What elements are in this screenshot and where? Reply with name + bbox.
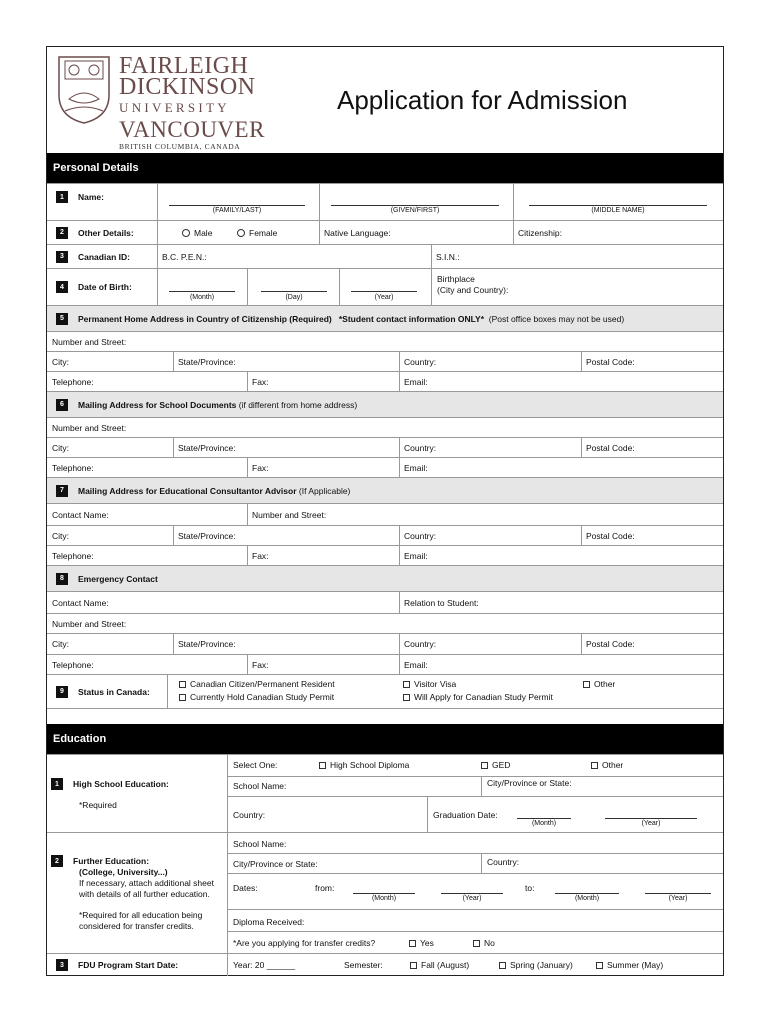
university-name-line2: DICKINSON — [119, 74, 256, 100]
further-country-field[interactable]: Country: — [487, 857, 520, 867]
campus-name: VANCOUVER — [119, 117, 265, 142]
consultant-postal-field[interactable]: Postal Code: — [586, 530, 635, 541]
status-will-apply-checkbox[interactable] — [403, 692, 553, 702]
middle-name-field[interactable] — [529, 205, 707, 206]
consultant-state-field[interactable]: State/Province: — [178, 530, 236, 541]
emergency-postal-field[interactable]: Postal Code: — [586, 639, 635, 649]
home-postal-field[interactable]: Postal Code: — [586, 356, 635, 367]
application-form — [46, 46, 724, 976]
home-fax-field[interactable]: Fax: — [252, 376, 269, 387]
emergency-email-field[interactable]: Email: — [404, 659, 428, 670]
hs-city-field[interactable]: City/Province or State: — [487, 778, 572, 788]
native-language-field[interactable]: Native Language: — [324, 227, 391, 238]
home-telephone-field[interactable]: Telephone: — [52, 376, 94, 387]
row-number: 1 — [56, 191, 68, 203]
sin-field[interactable]: S.I.N.: — [436, 251, 460, 262]
emergency-state-field[interactable]: State/Province: — [178, 639, 236, 649]
mail-postal-field[interactable]: Postal Code: — [586, 442, 635, 453]
from-month-field[interactable] — [353, 893, 415, 894]
emergency-number-street-field[interactable]: Number and Street: — [52, 618, 127, 629]
consultant-number-street-field[interactable]: Number and Street: — [252, 509, 327, 520]
from-year-field[interactable] — [441, 893, 503, 894]
home-address-note: (Post office boxes may not be used) — [488, 313, 625, 324]
mail-city-field[interactable]: City: — [52, 442, 69, 453]
family-name-caption: (FAMILY/LAST) — [212, 207, 262, 214]
month-caption: (Month) — [371, 895, 397, 902]
ged-label: GED — [492, 760, 511, 770]
home-state-field[interactable]: State/Province: — [178, 356, 236, 367]
row-number: 2 — [51, 855, 63, 867]
middle-name-caption: (MIDDLE NAME) — [591, 207, 645, 214]
transfer-yes-checkbox[interactable] — [409, 938, 434, 948]
mailing-address-title: Mailing Address for School Documents — [78, 399, 237, 410]
status-other-label: Other — [594, 679, 616, 689]
spring-label: Spring (January) — [510, 960, 573, 970]
spring-checkbox[interactable] — [494, 954, 573, 976]
further-note-2: with details of all further education. — [79, 889, 210, 899]
fall-label: Fall (August) — [421, 960, 470, 970]
mail-number-street-field[interactable]: Number and Street: — [52, 422, 127, 433]
further-note-1: If necessary, attach additional sheet — [79, 878, 214, 888]
dob-label: Date of Birth: — [78, 282, 132, 292]
name-row — [47, 183, 723, 220]
hs-school-name-field[interactable]: School Name: — [233, 781, 287, 791]
day-caption: (Day) — [285, 294, 303, 301]
university-name-line3: UNIVERSITY — [119, 100, 230, 115]
given-name-field[interactable] — [331, 205, 499, 206]
status-will-apply-label: Will Apply for Canadian Study Permit — [414, 692, 553, 702]
home-city-field[interactable]: City: — [52, 356, 69, 367]
start-date-label: FDU Program Start Date: — [78, 960, 179, 970]
consultant-title: Mailing Address for Educational Consultantor Advisor — [78, 485, 297, 496]
transfer-required-1: *Required for all education being — [79, 910, 203, 920]
home-country-field[interactable]: Country: — [404, 356, 437, 367]
emergency-fax-field[interactable]: Fax: — [252, 659, 269, 670]
year-caption: (Year) — [374, 294, 394, 301]
mail-email-field[interactable]: Email: — [404, 462, 428, 473]
mail-telephone-field[interactable]: Telephone: — [52, 462, 94, 473]
status-visitor-label: Visitor Visa — [414, 679, 457, 689]
status-label: Status in Canada: — [78, 686, 150, 697]
hs-diploma-checkbox[interactable] — [319, 760, 409, 770]
crest-icon — [55, 55, 113, 125]
from-label: from: — [315, 883, 335, 893]
home-number-street-field[interactable]: Number and Street: — [52, 336, 127, 347]
row-number: 4 — [56, 281, 68, 293]
emergency-relation-field[interactable]: Relation to Student: — [404, 597, 479, 608]
transfer-no-label: No — [484, 938, 495, 948]
transfer-yes-label: Yes — [420, 938, 434, 948]
month-caption: (Month) — [189, 294, 215, 301]
emergency-contact-name-field[interactable]: Contact Name: — [52, 597, 109, 608]
home-phone-row — [47, 371, 723, 391]
row-number: 5 — [56, 313, 68, 325]
consultant-contact-row — [47, 503, 723, 525]
date-of-birth-row — [47, 268, 723, 305]
consultant-city-field[interactable]: City: — [52, 530, 69, 541]
male-radio[interactable] — [177, 221, 212, 244]
to-month-field[interactable] — [555, 893, 619, 894]
emergency-country-field[interactable]: Country: — [404, 639, 437, 649]
consultant-fax-field[interactable]: Fax: — [252, 550, 269, 561]
year-caption: (Year) — [668, 895, 688, 902]
row-number: 2 — [56, 227, 68, 239]
status-current-label: Currently Hold Canadian Study Permit — [190, 692, 335, 702]
home-number-street-row — [47, 331, 723, 351]
to-label: to: — [525, 883, 535, 893]
hs-country-field[interactable]: Country: — [233, 810, 266, 820]
page-title: Application for Admission — [337, 85, 628, 115]
status-other-checkbox[interactable] — [583, 679, 615, 689]
university-logo — [55, 53, 265, 151]
hs-required: *Required — [79, 800, 117, 810]
row-number: 9 — [56, 686, 68, 698]
canadian-id-label: Canadian ID: — [78, 251, 130, 262]
female-radio[interactable] — [232, 221, 277, 244]
further-sub-label: (College, University...) — [79, 867, 168, 877]
transfer-no-checkbox[interactable] — [473, 938, 495, 948]
transfer-required-2: considered for transfer credits. — [79, 921, 194, 931]
mail-number-street-row — [47, 417, 723, 437]
personal-details-heading: Personal Details — [47, 153, 723, 183]
further-education-block — [47, 832, 723, 953]
consultant-telephone-field[interactable]: Telephone: — [52, 550, 94, 561]
spacer-row — [47, 708, 723, 724]
year-caption: (Year) — [641, 820, 661, 827]
pen-field[interactable]: B.C. P.E.N.: — [162, 251, 207, 262]
birthplace-caption[interactable]: (City and Country): — [437, 285, 509, 295]
summer-label: Summer (May) — [607, 960, 664, 970]
year-caption: (Year) — [462, 895, 482, 902]
hs-other-checkbox[interactable] — [591, 760, 623, 770]
row-number: 3 — [56, 251, 68, 263]
consultant-country-field[interactable]: Country: — [404, 530, 437, 541]
to-year-field[interactable] — [645, 893, 711, 894]
mail-state-field[interactable]: State/Province: — [178, 442, 236, 453]
month-caption: (Month) — [531, 820, 557, 827]
high-school-block — [47, 754, 723, 832]
family-name-field[interactable] — [169, 205, 305, 206]
row-number: 7 — [56, 485, 68, 497]
emergency-phone-row — [47, 654, 723, 674]
home-city-row — [47, 351, 723, 371]
mail-phone-row — [47, 457, 723, 477]
canadian-id-row — [47, 244, 723, 268]
ged-checkbox[interactable] — [481, 760, 510, 770]
status-current-permit-checkbox[interactable] — [179, 692, 334, 702]
emergency-city-field[interactable]: City: — [52, 639, 69, 649]
dob-year-field[interactable] — [351, 291, 417, 292]
citizenship-field[interactable]: Citizenship: — [518, 227, 562, 238]
consultant-email-field[interactable]: Email: — [404, 550, 428, 561]
consultant-address-header — [47, 477, 723, 503]
hs-graduation-date-label: Graduation Date: — [433, 810, 498, 820]
emergency-telephone-field[interactable]: Telephone: — [52, 659, 94, 670]
row-number: 1 — [51, 778, 63, 790]
status-citizen-label: Canadian Citizen/Permanent Resident — [190, 679, 335, 689]
dob-month-field[interactable] — [169, 291, 235, 292]
male-label: Male — [194, 227, 213, 238]
fall-checkbox[interactable] — [405, 954, 469, 976]
mail-fax-field[interactable]: Fax: — [252, 462, 269, 473]
diploma-received-field[interactable]: Diploma Received: — [233, 917, 305, 927]
transfer-question: *Are you applying for transfer credits? — [233, 938, 376, 948]
hs-grad-month-field[interactable] — [517, 818, 571, 819]
consultant-phone-row — [47, 545, 723, 565]
mail-city-row — [47, 437, 723, 457]
hs-diploma-label: High School Diploma — [330, 760, 410, 770]
given-name-caption: (GIVEN/FIRST) — [390, 207, 440, 214]
hs-select-one: Select One: — [233, 760, 278, 770]
status-visitor-checkbox[interactable] — [403, 679, 456, 689]
mailing-address-note: (if different from home address) — [238, 399, 358, 410]
row-number: 8 — [56, 573, 68, 585]
further-school-name-field[interactable]: School Name: — [233, 839, 287, 849]
further-city-field[interactable]: City/Province or State: — [233, 859, 318, 869]
start-date-row — [47, 953, 723, 976]
education-heading: Education — [47, 724, 723, 754]
home-address-note-bold: *Student contact information ONLY* — [338, 313, 485, 324]
campus-region: BRITISH COLUMBIA, CANADA — [119, 142, 241, 151]
form-header — [47, 47, 723, 153]
emergency-number-street-row — [47, 613, 723, 633]
emergency-contact-row — [47, 591, 723, 613]
dob-day-field[interactable] — [261, 291, 327, 292]
consultant-note: (If Applicable) — [298, 485, 351, 496]
mail-country-field[interactable]: Country: — [404, 442, 437, 453]
summer-checkbox[interactable] — [591, 954, 663, 976]
row-number: 6 — [56, 399, 68, 411]
start-year-field[interactable]: Year: 20 ______ — [233, 960, 296, 970]
mailing-address-header — [47, 391, 723, 417]
hs-grad-year-field[interactable] — [605, 818, 697, 819]
row-number: 3 — [56, 959, 68, 971]
hs-label: High School Education: — [73, 779, 169, 789]
home-address-header — [47, 305, 723, 331]
hs-other-label: Other — [602, 760, 624, 770]
consultant-contact-name-field[interactable]: Contact Name: — [52, 509, 109, 520]
further-label: Further Education: — [73, 856, 150, 866]
status-citizen-checkbox[interactable] — [179, 679, 335, 689]
consultant-city-row — [47, 525, 723, 545]
emergency-city-row — [47, 633, 723, 654]
month-caption: (Month) — [574, 895, 600, 902]
other-details-label: Other Details: — [78, 227, 134, 238]
further-dates-label: Dates: — [233, 883, 258, 893]
emergency-title: Emergency Contact — [78, 573, 158, 584]
semester-label: Semester: — [344, 960, 383, 970]
birthplace-label: Birthplace — [437, 274, 475, 284]
female-label: Female — [249, 227, 278, 238]
home-address-title: Permanent Home Address in Country of Citizenship (Required) — [78, 313, 332, 324]
other-details-row — [47, 220, 723, 244]
university-name-line1: FAIRLEIGH — [119, 53, 249, 79]
status-row — [47, 674, 723, 708]
home-email-field[interactable]: Email: — [404, 376, 428, 387]
name-label: Name: — [78, 192, 104, 202]
emergency-contact-header — [47, 565, 723, 591]
